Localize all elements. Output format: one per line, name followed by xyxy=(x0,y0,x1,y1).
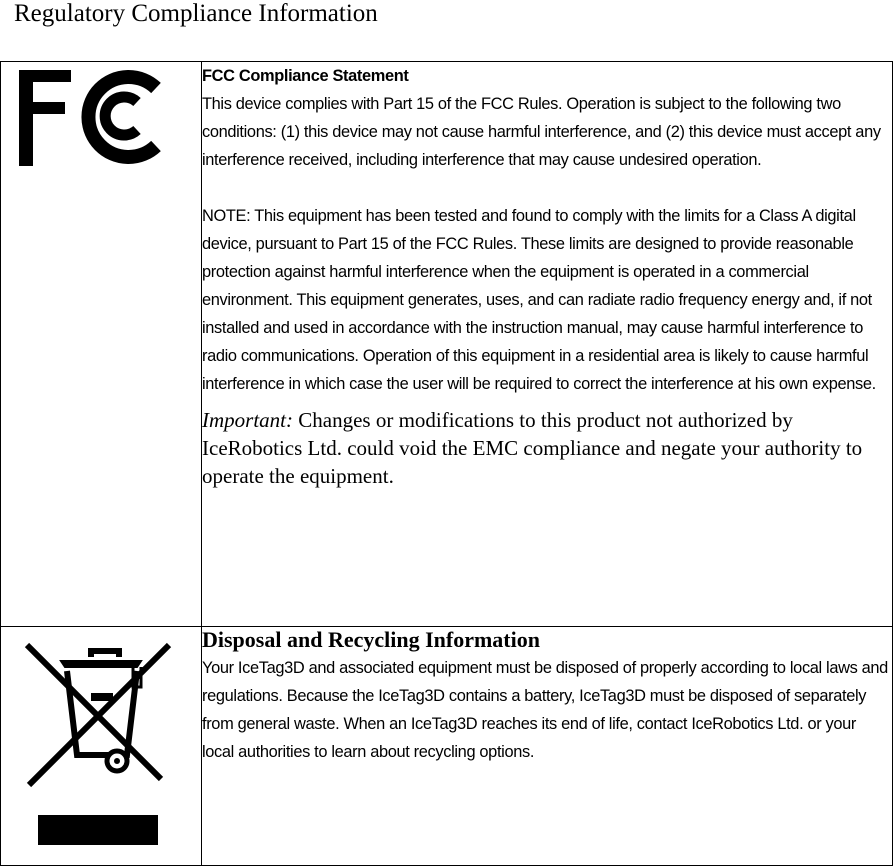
important-text: Changes or modifications to this product not authorized by IceRobotics Ltd. could void the EMC compliance and negate your authority to operate the equipment. xyxy=(202,408,863,488)
crossed-out-wheelie-bin-icon xyxy=(1,627,201,863)
disposal-text-cell xyxy=(202,627,893,866)
page-title: Regulatory Compliance Information xyxy=(14,0,378,27)
fcc-important xyxy=(202,406,892,490)
disposal-icon-cell xyxy=(1,627,202,866)
regulatory-table xyxy=(0,61,893,866)
disposal-text: Your IceTag3D and associated equipment must be disposed of properly according to local laws and regulations. Because the IceTag3D contains a battery, IceTag3D must be disposed of separately from general waste. When an IceTag3D reaches its end of life, contact IceRobotics Ltd. or your local authorities to learn about recycling options. xyxy=(202,659,888,761)
fcc-row xyxy=(1,62,893,627)
fcc-logo-icon xyxy=(1,62,201,172)
fcc-statement: This device complies with Part 15 of the FCC Rules. Operation is subject to the following two conditions: (1) this device may not cause harmful interference, and (2) this device must accept any interference received, including interference that may cause undesired operation. xyxy=(202,95,881,169)
disposal-row xyxy=(1,627,893,866)
fcc-heading: FCC Compliance Statement xyxy=(202,67,409,85)
fcc-text-cell xyxy=(202,62,893,627)
fcc-logo-cell xyxy=(1,62,202,627)
fcc-note: NOTE: This equipment has been tested and found to comply with the limits for a Class A digital device, pursuant to Part 15 of the FCC Rules. These limits are designed to provide reasonable protection against harmful interference when the equipment is operated in a commercial environment. This equipment generates, uses, and can radiate radio frequency energy and, if not installed and used in accordance with the instruction manual, may cause harmful interference to radio communications. Operation of this equipment in a residential area is likely to cause harmful interference in which case the user will be required to correct the interference at his own expense. xyxy=(202,207,876,393)
disposal-heading: Disposal and Recycling Information xyxy=(202,627,540,652)
important-label: Important: xyxy=(202,408,293,432)
